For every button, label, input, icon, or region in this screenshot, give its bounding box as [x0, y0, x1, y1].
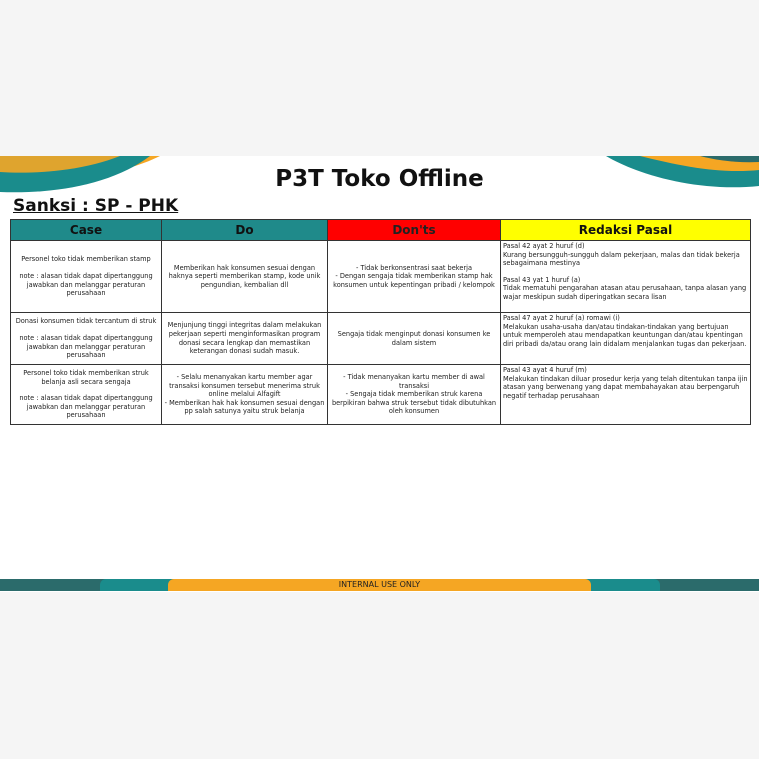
cell-text: - Selalu menanyakan kartu member agar transaksi konsumen tersebut menerima struk online melalui Alfagift — [169, 373, 320, 399]
cell-text: Kurang bersungguh-sungguh dalam pekerjaan, malas dan tidak bekerja sebagaimana mestinya — [503, 250, 740, 268]
slide — [0, 156, 759, 592]
cell-text: - Sengaja tidak memberikan struk karena berpikiran bahwa struk tersebut tidak dibutuhkan oleh konsumen — [331, 390, 497, 416]
cell-case — [11, 313, 162, 365]
header-case: Case — [11, 220, 162, 241]
sanction-table — [10, 219, 751, 425]
section-subtitle: Sanksi : SP - PHK — [13, 196, 179, 216]
table-row — [11, 365, 751, 425]
cell-text: Melakukan tindakan diluar prosedur kerja yang telah ditentukan tanpa ijin atasan yang berwenang yang dapat membahayakan atau berpengaruh negatif terhadap perusahaan — [503, 374, 748, 400]
cell-text: Donasi konsumen tidak tercantum di struk — [15, 317, 157, 326]
cell-text: Personel toko tidak memberikan struk belanja asli secara sengaja — [23, 369, 149, 386]
header-redaksi-pasal: Redaksi Pasal — [501, 220, 751, 241]
cell-do — [162, 365, 328, 425]
cell-dont — [328, 313, 501, 365]
cell-text: - Tidak menanyakan kartu member di awal transaksi — [343, 373, 485, 390]
cell-dont — [328, 241, 501, 313]
cell-text: note : alasan tidak dapat dipertanggung jawabkan dan melanggar peraturan perusahaan — [19, 271, 153, 298]
cell-text: Memberikan hak konsumen sesuai dengan haknya seperti memberikan stamp, kode unik pengundian, kembalian dll — [168, 263, 321, 289]
footer-label: INTERNAL USE ONLY — [168, 579, 591, 591]
cell-spacer — [13, 386, 159, 394]
cell-dont — [328, 365, 501, 425]
cell-text: Pasal 47 ayat 2 huruf (a) romawi (i) — [503, 314, 620, 322]
cell-pasal — [501, 241, 751, 313]
table-row — [11, 241, 751, 313]
cell-do — [162, 241, 328, 313]
cell-spacer — [13, 264, 159, 272]
cell-spacer — [13, 326, 159, 334]
cell-text: - Dengan sengaja tidak memberikan stamp hak konsumen untuk kepentingan pribadi / kelompok — [333, 272, 495, 289]
cell-pasal — [501, 365, 751, 425]
cell-spacer — [503, 268, 748, 276]
cell-do — [162, 313, 328, 365]
cell-text: Pasal 42 ayat 2 huruf (d) — [503, 242, 585, 250]
cell-text: Melakukan usaha-usaha dan/atau tindakan-tindakan yang bertujuan untuk memperoleh atau mendapatkan keuntungan dan/atau kpentingan diri pribadi da/atau orang lain didalam menjalankan tugas dan pekerjaan. — [503, 322, 747, 348]
header-donts: Don'ts — [328, 220, 501, 241]
cell-text: Personel toko tidak memberikan stamp — [21, 255, 151, 264]
cell-case — [11, 241, 162, 313]
header-do: Do — [162, 220, 328, 241]
footer-accent-right — [580, 579, 660, 591]
table-header-row — [11, 220, 751, 241]
cell-text: Menjunjung tinggi integritas dalam melakukan pekerjaan seperti menginformasikan program donasi secara lengkap dan memastikan keterangan donasi sudah masuk. — [167, 321, 322, 356]
cell-text: - Tidak berkonsentrasi saat bekerja — [355, 263, 473, 272]
cell-text: Pasal 43 yat 1 huruf (a) — [503, 275, 581, 284]
table-row — [11, 313, 751, 365]
cell-text: Tidak mematuhi pengarahan atasan atau perusahaan, tanpa alasan yang wajar meskipun sudah diperingatkan secara lisan — [503, 284, 747, 301]
page-title: P3T Toko Offline — [275, 166, 484, 192]
cell-text: note : alasan tidak dapat dipertanggung jawabkan dan melanggar peraturan perusahaan — [19, 333, 153, 360]
cell-case — [11, 365, 162, 425]
cell-text: - Memberikan hak hak konsumen sesuai dengan pp salah satunya yaitu struk belanja — [164, 398, 325, 416]
cell-text: note : alasan tidak dapat dipertanggung jawabkan dan melanggar peraturan perusahaan — [19, 394, 153, 420]
cell-text: Sengaja tidak menginput donasi konsumen ke dalam sistem — [337, 329, 491, 347]
cell-pasal — [501, 313, 751, 365]
cell-text: Pasal 43 ayat 4 huruf (m) — [503, 366, 587, 374]
